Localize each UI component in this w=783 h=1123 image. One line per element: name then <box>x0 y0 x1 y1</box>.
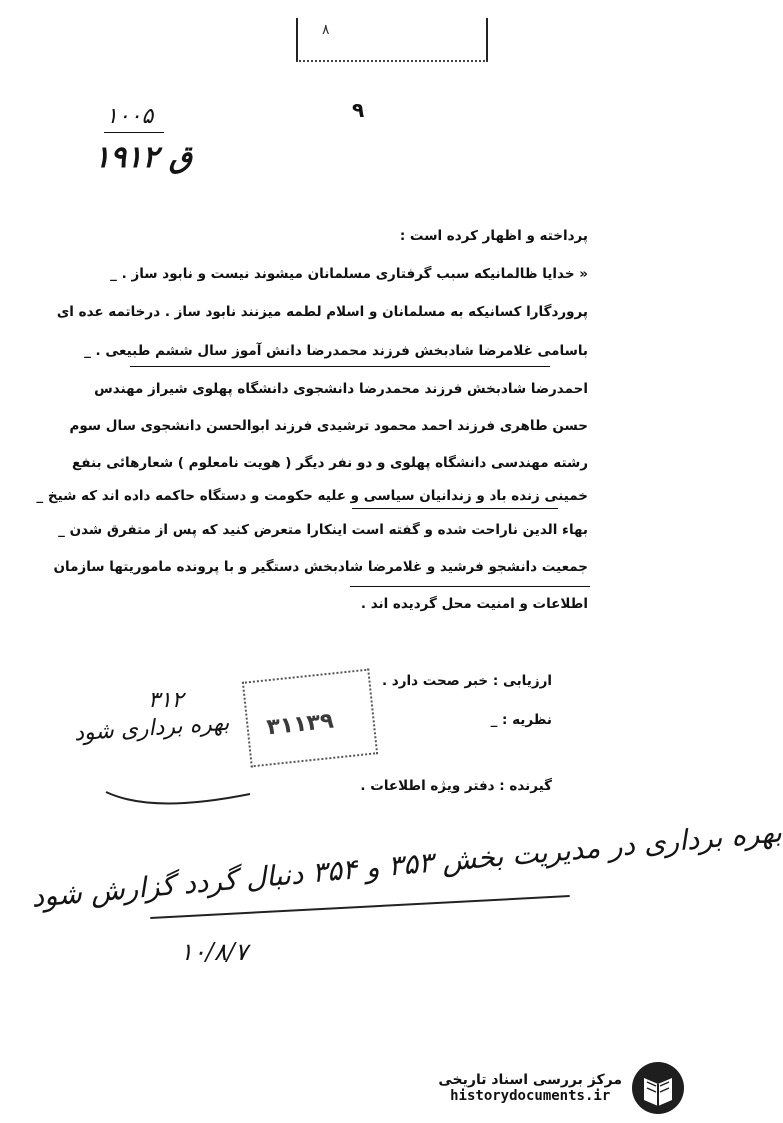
body-line-6: حسن طاهری فرزند احمد محمود ترشیدی فرزند ابوالحسن دانشجوی سال سوم <box>69 418 588 434</box>
receipt-stamp <box>242 669 378 768</box>
logo-text-fa: مرکز بررسی اسناد تاریخی <box>438 1072 622 1088</box>
page-number: ۹ <box>352 98 365 122</box>
handwritten-date: ۱۰/۸/۷ <box>180 938 248 966</box>
ref-number-1: ۱۰۰۵ <box>106 104 154 129</box>
signature-flourish <box>100 770 260 810</box>
body-line-9: بهاء الدین ناراحت شده و گفته است اینکارا متعرض کنید که پس از متفرق شدن _ <box>58 522 588 538</box>
archive-logo <box>438 1060 686 1116</box>
body-line-5: احمدرضا شادبخش فرزند محمدرضا دانشجوی دانشگاه پهلوی شیراز مهندس <box>94 381 588 397</box>
underline-2 <box>352 508 558 509</box>
ref-number-2: ۱۹۱۲ ق <box>94 140 193 175</box>
underline-1 <box>130 366 550 367</box>
body-line-11: اطلاعات و امنیت محل گردیده اند . <box>360 596 588 612</box>
body-line-2: « خدایا ظالمانیکه سبب گرفتاری مسلمانان میشوند نیست و نابود ساز . _ <box>110 266 588 282</box>
body-line-3: پروردگارا کسانیکه به مسلمانان و اسلام لطمه میزنند نابود ساز . درخاتمه عده ای <box>56 304 588 320</box>
handwritten-instruction: بهره برداری در مدیریت بخش ۳۵۳ و ۳۵۴ دنبال گردد گزارش شود <box>29 815 783 914</box>
stamp-number: ۳۱۱۳۹ <box>265 708 335 741</box>
header-mark: ۸ <box>322 22 330 38</box>
handwritten-note: بهره برداری شود <box>73 710 231 747</box>
opinion-field: نظریه : _ <box>490 712 552 728</box>
body-line-8: خمینی زنده باد و زندانیان سیاسی و علیه حکومت و دستگاه حاکمه داده اند که شیخ _ <box>36 488 588 504</box>
recipient-field: گیرنده : دفتر ویژه اطلاعات . <box>360 778 552 794</box>
ref-underline <box>104 132 164 133</box>
header-box <box>296 18 488 62</box>
body-line-10: جمعیت دانشجو فرشید و غلامرضا شادبخش دستگیر و با پرونده ماموریتها سازمان <box>53 559 588 575</box>
handwritten-number: ۳۱۲ <box>148 688 184 713</box>
evaluation-field: ارزیابی : خبر صحت دارد . <box>381 673 552 689</box>
body-line-7: رشته مهندسی دانشگاه پهلوی و دو نفر دیگر ( هویت نامعلوم ) شعارهائی بنفع <box>72 455 588 471</box>
logo-text-en: historydocuments.ir <box>450 1088 611 1104</box>
body-line-4: باسامی غلامرضا شادبخش فرزند محمدرضا دانش آموز سال ششم طبیعی . _ <box>84 343 588 359</box>
underline-3 <box>350 586 590 587</box>
body-line-1: پرداخته و اظهار کرده است : <box>399 228 588 244</box>
book-logo-icon <box>630 1060 686 1116</box>
instruction-underline <box>150 895 570 919</box>
